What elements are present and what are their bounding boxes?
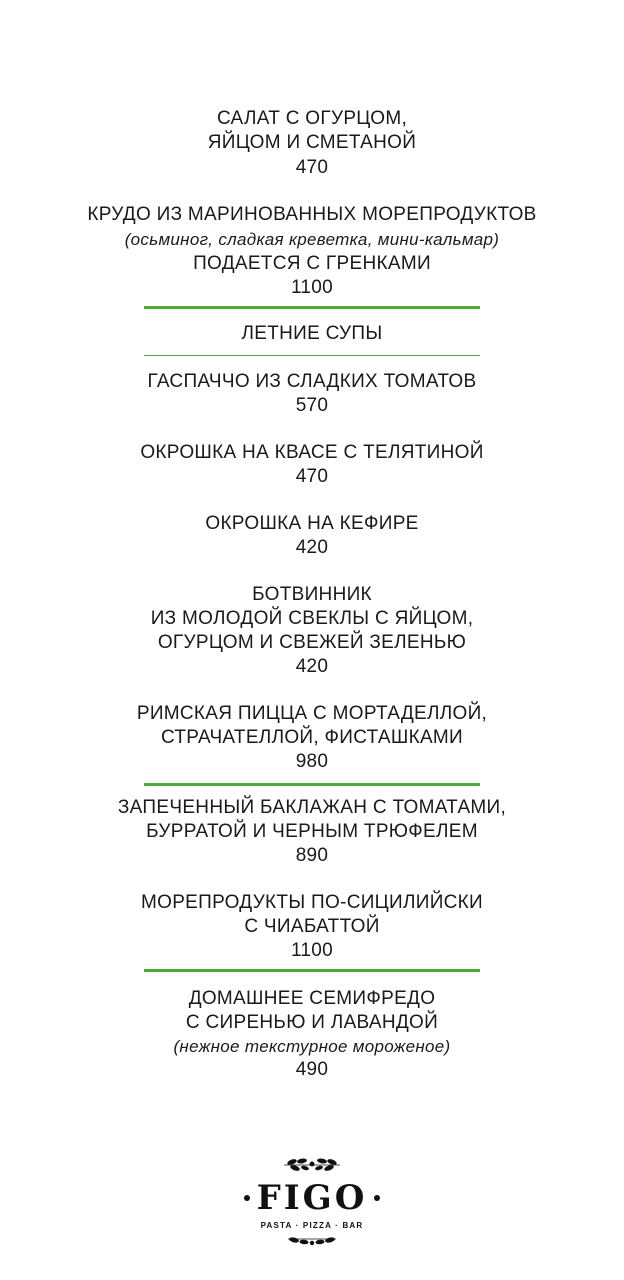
section-title: ЛЕТНИЕ СУПЫ [241,323,383,344]
item-6-title-line-3: ОГУРЦОМ И СВЕЖЕЙ ЗЕЛЕНЬЮ [157,632,467,653]
item-1-title-line-1: САЛАТ С ОГУРЦОМ, [216,108,408,129]
item-6-price: 420 [295,656,329,677]
item-4-price: 470 [295,466,329,487]
laurel-wreath-icon [232,1155,392,1175]
item-2-note: (осьминог, сладкая креветка, мини-кальмар) [124,230,500,249]
item-9-title-line-2: С ЧИАБАТТОЙ [244,916,380,937]
item-10-title-line-2: С СИРЕНЬЮ И ЛАВАНДОЙ [185,1012,439,1033]
item-8-title-line-1: ЗАПЕЧЕННЫЙ БАКЛАЖАН С ТОМАТАМИ, [117,797,507,818]
item-2-title-line-1: КРУДО ИЗ МАРИНОВАННЫХ МОРЕПРОДУКТОВ [87,204,537,225]
item-3-price: 570 [295,395,329,416]
item-2-price: 1100 [290,277,334,298]
item-6-title-line-2: ИЗ МОЛОДОЙ СВЕКЛЫ С ЯЙЦОМ, [150,608,474,629]
logo-dot-right [374,1195,380,1201]
section-divider [144,969,480,972]
item-7-price: 980 [295,751,329,772]
item-8-title-line-2: БУРРАТОЙ И ЧЕРНЫМ ТРЮФЕЛЕМ [146,821,478,842]
item-10-price: 490 [295,1059,329,1080]
logo-wordmark: FIGO [256,1178,368,1218]
item-5-title: ОКРОШКА НА КЕФИРЕ [205,513,419,534]
item-10-title-line-1: ДОМАШНЕЕ СЕМИФРЕДО [188,988,436,1009]
item-4-title: ОКРОШКА НА КВАСЕ С ТЕЛЯТИНОЙ [140,442,484,463]
logo-tagline: PASTA · PIZZA · BAR [260,1221,364,1230]
item-3-title: ГАСПАЧЧО ИЗ СЛАДКИХ ТОМАТОВ [147,371,477,392]
item-5-price: 420 [295,537,329,558]
item-10-note: (нежное текстурное мороженое) [173,1037,451,1056]
section-divider [144,783,480,786]
item-1-price: 470 [295,157,329,178]
section-divider-thin [144,355,480,356]
item-9-price: 1100 [290,940,334,961]
item-2-title-line-2: ПОДАЕТСЯ С ГРЕНКАМИ [193,253,431,274]
item-8-price: 890 [295,845,329,866]
item-7-title-line-1: РИМСКАЯ ПИЦЦА С МОРТАДЕЛЛОЙ, [136,703,488,724]
item-7-title-line-2: СТРАЧАТЕЛЛОЙ, ФИСТАШКАМИ [160,727,464,748]
item-9-title-line-1: МОРЕПРОДУКТЫ ПО-СИЦИЛИЙСКИ [140,892,484,913]
item-6-title-line-1: БОТВИННИК [252,584,372,605]
item-1-title-line-2: ЯЙЦОМ И СМЕТАНОЙ [207,132,417,153]
figo-logo [232,1155,392,1250]
laurel-wreath-icon [232,1231,392,1251]
section-divider [144,306,480,309]
